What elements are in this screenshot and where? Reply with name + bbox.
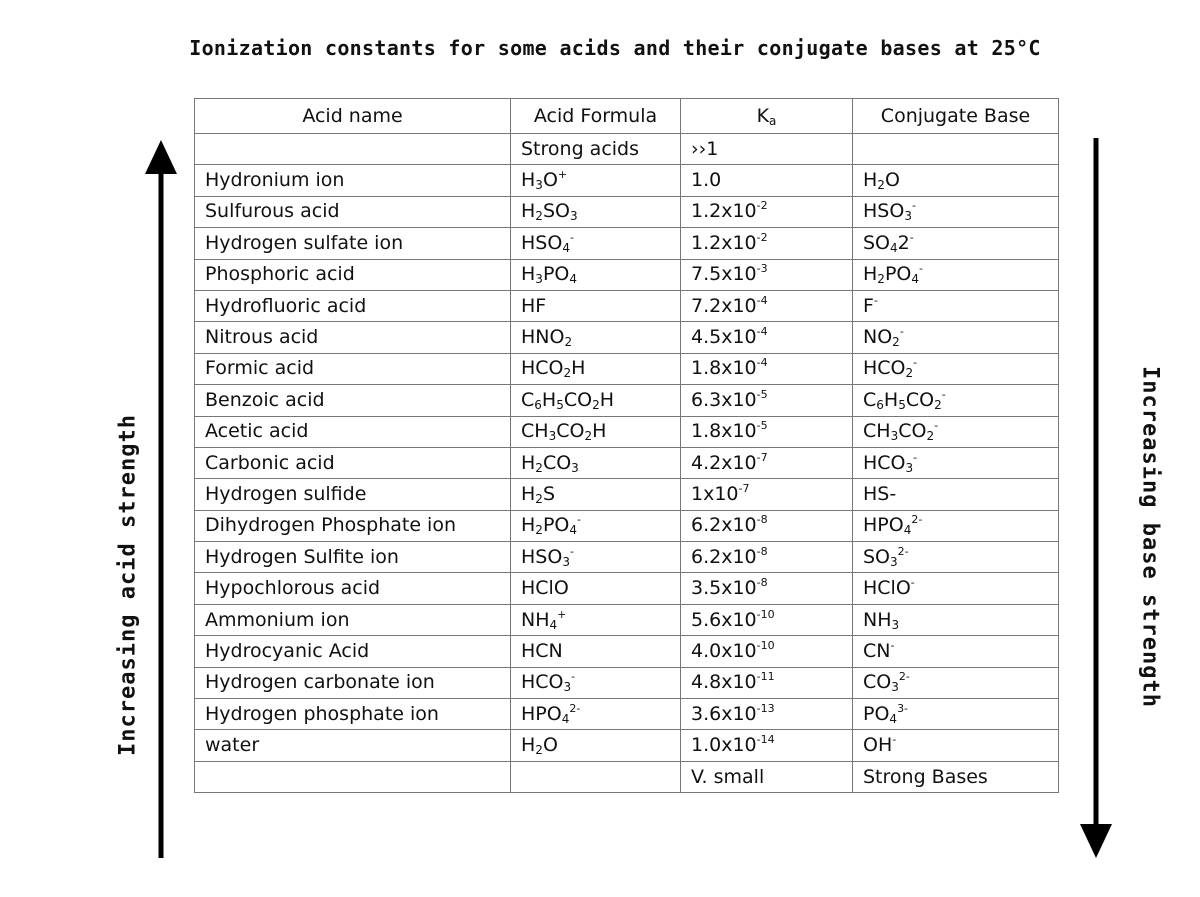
- increasing-acid-strength-label: Increasing acid strength: [115, 414, 141, 756]
- table-row: [195, 699, 1059, 730]
- acid-name-cell: water: [195, 730, 511, 761]
- acid-name-cell: Sulfurous acid: [195, 196, 511, 227]
- table-row: [195, 636, 1059, 667]
- page-title: Ionization constants for some acids and their conjugate bases at 25°C: [189, 36, 1041, 60]
- table-header-row: [195, 99, 1059, 134]
- acid-formula-cell: $H_2SO_3$: [511, 196, 681, 227]
- ka-value-cell: $7.5x10^{-3}$: [681, 259, 853, 290]
- increasing-base-strength-label: Increasing base strength: [1137, 366, 1163, 708]
- acid-formula-cell: $H_3PO_4$: [511, 259, 681, 290]
- conjugate-base-cell: CN-: [853, 636, 1059, 667]
- acid-name-cell: Ammonium ion: [195, 604, 511, 635]
- table-row: [195, 479, 1059, 510]
- acid-name-cell: Hypochlorous acid: [195, 573, 511, 604]
- table-row: [195, 510, 1059, 541]
- table-row: [195, 573, 1059, 604]
- ka-value-cell: $7.2x10^{-4}$: [681, 290, 853, 321]
- conjugate-base-cell: $NH_3$: [853, 604, 1059, 635]
- down-arrow-icon: [1078, 138, 1114, 858]
- header-ka-symbol: K: [756, 104, 770, 127]
- ka-value-cell: $6.2x10^{-8}$: [681, 542, 853, 573]
- acid-formula-cell: HCN: [511, 636, 681, 667]
- table-cell-empty: [195, 761, 511, 792]
- ka-value-cell: $1.8x10^{-4}$: [681, 353, 853, 384]
- ka-value-cell: $1.0x10^{-14}$: [681, 730, 853, 761]
- ka-value-cell: $4.5x10^{-4}$: [681, 322, 853, 353]
- conjugate-base-cell: $CH_3CO_2^-$: [853, 416, 1059, 447]
- acid-name-cell: Hydrogen phosphate ion: [195, 699, 511, 730]
- conjugate-base-cell: $C_6H_5CO_2^-$: [853, 385, 1059, 416]
- table-row: [195, 447, 1059, 478]
- acid-name-cell: Hydrogen sulfide: [195, 479, 511, 510]
- ka-value-cell: $1.2x10^{-2}$: [681, 196, 853, 227]
- conjugate-base-cell: OH-: [853, 730, 1059, 761]
- acid-formula-cell: $HCO_3^-$: [511, 667, 681, 698]
- acid-formula-cell: $H_2CO_3$: [511, 447, 681, 478]
- table-row: [195, 667, 1059, 698]
- table-cell-empty: [853, 134, 1059, 165]
- acid-name-cell: Hydrogen carbonate ion: [195, 667, 511, 698]
- acid-name-cell: Formic acid: [195, 353, 511, 384]
- strong-bases-cell: Strong Bases: [853, 761, 1059, 792]
- header-conjugate-base: Conjugate Base: [853, 99, 1059, 134]
- acid-name-cell: Phosphoric acid: [195, 259, 511, 290]
- acid-name-cell: Carbonic acid: [195, 447, 511, 478]
- conjugate-base-cell: $SO_3^{2-}$: [853, 542, 1059, 573]
- acid-formula-cell: $HCO_2H$: [511, 353, 681, 384]
- table-row: [195, 196, 1059, 227]
- table-cell-empty: [195, 134, 511, 165]
- ka-value-cell: $1.2x10^{-2}$: [681, 228, 853, 259]
- conjugate-base-cell: $H_2PO_4^-$: [853, 259, 1059, 290]
- acid-name-cell: Hydrogen sulfate ion: [195, 228, 511, 259]
- strong-acids-ka: ››1: [681, 134, 853, 165]
- table-row: [195, 385, 1059, 416]
- table-row: [195, 416, 1059, 447]
- conjugate-base-cell: $CO_3^{2-}$: [853, 667, 1059, 698]
- strong-acids-row: [195, 134, 1059, 165]
- acid-formula-cell: $C_6H_5CO_2H$: [511, 385, 681, 416]
- header-ka: [681, 99, 853, 134]
- ka-value-cell: $4.2x10^{-7}$: [681, 447, 853, 478]
- v-small-cell: V. small: [681, 761, 853, 792]
- ka-value-cell: $6.2x10^{-8}$: [681, 510, 853, 541]
- acid-formula-cell: $HPO_4^{2-}$: [511, 699, 681, 730]
- table-row: [195, 604, 1059, 635]
- acid-name-cell: Hydrofluoric acid: [195, 290, 511, 321]
- acid-name-cell: Hydrogen Sulfite ion: [195, 542, 511, 573]
- ka-value-cell: $4.8x10^{-11}$: [681, 667, 853, 698]
- table-row: [195, 542, 1059, 573]
- acid-formula-cell: $NH_4^+$: [511, 604, 681, 635]
- acid-formula-cell: $H_3O^+$: [511, 165, 681, 196]
- ka-value-cell: 1.0: [681, 165, 853, 196]
- ionization-table-container: [194, 98, 1058, 793]
- ka-value-cell: $4.0x10^{-10}$: [681, 636, 853, 667]
- conjugate-base-cell: $HSO_3^-$: [853, 196, 1059, 227]
- conjugate-base-cell: $HCO_2^-$: [853, 353, 1059, 384]
- ka-value-cell: $3.6x10^{-13}$: [681, 699, 853, 730]
- acid-formula-cell: $H_2O$: [511, 730, 681, 761]
- conjugate-base-cell: $H_2O$: [853, 165, 1059, 196]
- ionization-table: [194, 98, 1059, 793]
- conjugate-base-cell: $HCO_3^-$: [853, 447, 1059, 478]
- acid-name-cell: Acetic acid: [195, 416, 511, 447]
- strong-acids-label: Strong acids: [511, 134, 681, 165]
- conjugate-base-cell: F-: [853, 290, 1059, 321]
- acid-formula-cell: $HSO_3^-$: [511, 542, 681, 573]
- ka-value-cell: $1x10^{-7}$: [681, 479, 853, 510]
- ka-value-cell: $3.5x10^{-8}$: [681, 573, 853, 604]
- acid-formula-cell: $HSO_4^-$: [511, 228, 681, 259]
- ka-value-cell: $6.3x10^{-5}$: [681, 385, 853, 416]
- conjugate-base-cell: HClO-: [853, 573, 1059, 604]
- table-row: [195, 290, 1059, 321]
- conjugate-base-cell: HS-: [853, 479, 1059, 510]
- acid-formula-cell: HClO: [511, 573, 681, 604]
- table-row: [195, 353, 1059, 384]
- table-cell-empty: [511, 761, 681, 792]
- table-row: [195, 259, 1059, 290]
- acid-formula-cell: $HNO_2$: [511, 322, 681, 353]
- acid-formula-cell: HF: [511, 290, 681, 321]
- acid-name-cell: Hydronium ion: [195, 165, 511, 196]
- header-acid-formula: Acid Formula: [511, 99, 681, 134]
- conjugate-base-cell: $HPO_4^{2-}$: [853, 510, 1059, 541]
- up-arrow-icon: [143, 140, 179, 860]
- table-row: [195, 322, 1059, 353]
- acid-formula-cell: $H_2S$: [511, 479, 681, 510]
- table-row: [195, 165, 1059, 196]
- header-ka-subscript: a: [769, 113, 777, 128]
- ka-value-cell: $5.6x10^{-10}$: [681, 604, 853, 635]
- conjugate-base-cell: $SO_42^-$: [853, 228, 1059, 259]
- header-acid-name: Acid name: [195, 99, 511, 134]
- bottom-row: [195, 761, 1059, 792]
- acid-name-cell: Hydrocyanic Acid: [195, 636, 511, 667]
- table-row: [195, 228, 1059, 259]
- table-row: [195, 730, 1059, 761]
- acid-name-cell: Benzoic acid: [195, 385, 511, 416]
- acid-formula-cell: $H_2PO_4^-$: [511, 510, 681, 541]
- conjugate-base-cell: $NO_2^-$: [853, 322, 1059, 353]
- acid-formula-cell: $CH_3CO_2H$: [511, 416, 681, 447]
- conjugate-base-cell: $PO_4^{3-}$: [853, 699, 1059, 730]
- ka-value-cell: $1.8x10^{-5}$: [681, 416, 853, 447]
- acid-name-cell: Dihydrogen Phosphate ion: [195, 510, 511, 541]
- acid-name-cell: Nitrous acid: [195, 322, 511, 353]
